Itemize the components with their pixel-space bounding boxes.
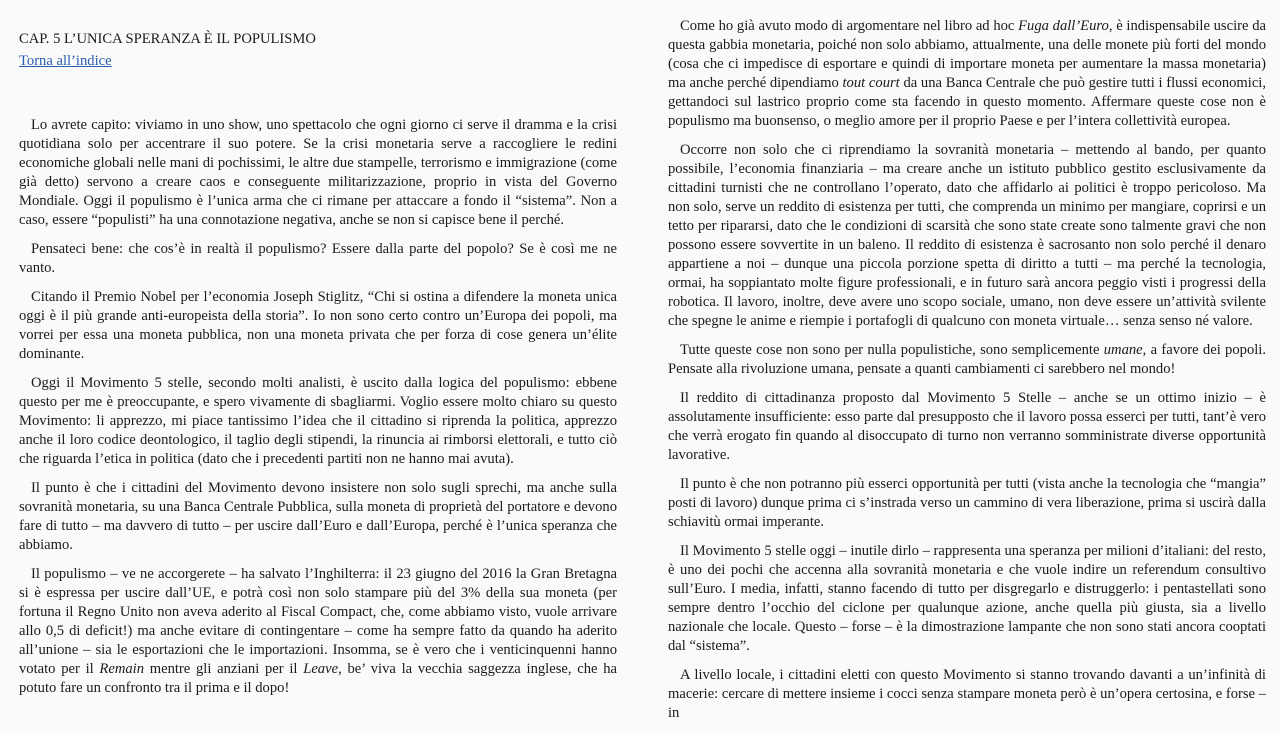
- paragraph-text: Pensateci bene: che cos’è in realtà il populismo? Essere dalla parte del popolo? Se è così me ne vanto.: [19, 241, 617, 276]
- paragraph-text: , a favore dei popoli. Pensate alla rivoluzione umana, pensate a quanti cambiamenti ci sarebbero nel mondo!: [668, 342, 1266, 377]
- paragraph: [668, 141, 1266, 331]
- book-title: Fuga dall’Euro: [1018, 18, 1109, 34]
- paragraph-text: Il Movimento 5 stelle oggi – inutile dirlo – rappresenta una speranza per milioni d’italiani: del resto, è uno dei pochi che accenna alla sovranità monetaria e che vuole indire un referendum consultivo sull’Euro. I media, infatti, stanno facendo di tutto per disgregarlo e distruggerlo: i pentastellati sono sempre dentro l’occhio del ciclone per qualunque azione, anche quella più giusta, sia a livello nazionale che locale. Questo – forse – è la dimostrazione lampante che non sono stati ancora cooptati dal “sistema”.: [668, 543, 1266, 654]
- paragraph: [668, 341, 1266, 379]
- italic-term: umane: [1103, 342, 1143, 358]
- paragraph-text: Citando il Premio Nobel per l’economia Joseph Stiglitz, “Chi si ostina a difendere la moneta unica oggi è il più grande anti-europeista della storia”. Io non sono certo contro un’Europa dei popoli, ma vorrei per essa una moneta pubblica, non una moneta privata che per forza di cose genera un’élite dominante.: [19, 289, 617, 362]
- paragraph-text: Il populismo – ve ne accorgerete – ha salvato l’Inghilterra: il 23 giugno del 2016 la Gran Bretagna si è espressa per uscire dall’UE, e potrà così non solo stampare più del 3% della sua moneta (per fortuna il Regno Unito non aveva aderito al Fiscal Compact, che, come abbiamo visto, vuole arrivare allo 0,5 di deficit!) ma anche evitare di contingentare – come ha sempre fatto da quando ha aderito all’unione – sia le esportazioni che le importazioni. Insomma, se è vero che i venticinquenni hanno votato per il: [19, 566, 617, 677]
- back-to-index-link[interactable]: Torna all’indice: [19, 53, 112, 69]
- paragraph-text: Come ho già avuto modo di argomentare nel libro ad hoc: [680, 18, 1019, 34]
- left-page: [19, 0, 617, 708]
- paragraph: [668, 542, 1266, 656]
- paragraph-text: Il reddito di cittadinanza proposto dal Movimento 5 Stelle – anche se un ottimo inizio – è assolutamente insufficiente: esso parte dal presupposto che il lavoro possa esserci per tutti, tant’è vero che verrà erogato fin quando al disoccupato di turno non verranno somministrate diverse opportunità lavorative.: [668, 390, 1266, 463]
- italic-term: Leave: [303, 661, 339, 677]
- paragraph: [19, 374, 617, 469]
- paragraph: [19, 116, 617, 230]
- paragraph-text: Occorre non solo che ci riprendiamo la sovranità monetaria – mettendo al bando, per quanto possibile, l’economia finanziaria – ma creare anche un istituto pubblico gestito esclusivamente da cittadini turnisti che ne controllano l’operato, dato che affidarlo ai politici è troppo pericoloso. Ma non solo, serve un reddito di esistenza per tutti, che comprenda un minimo per mangiare, coprirsi e un tetto per ripararsi, dato che le condizioni di scarsità che sono state create sono talmente gravi che non possono essere sovvertite in un baleno. Il reddito di esistenza è sacrosanto non solo perché il denaro appartiene a noi – dunque una piccola porzione spetta di diritto a tutti – ma perché la tecnologia, ormai, ha soppiantato molte figure professionali, e in futuro sarà ancora peggio visti i progressi della robotica. Il lavoro, inoltre, deve avere uno scopo sociale, umano, non deve essere un’attività svilente che spegne le anime e riempie i portafogli di qualcuno con moneta virtuale… senza senso né valore.: [668, 142, 1266, 329]
- paragraph: [668, 17, 1266, 131]
- paragraph: [19, 565, 617, 698]
- paragraph-text: Lo avrete capito: viviamo in uno show, uno spettacolo che ogni giorno ci serve il dramma e la crisi quotidiana solo per accentrare il suo potere. Se la crisi monetaria serve a raccogliere le redini economiche globali nelle mani di pochissimi, le altre due stampelle, terrorismo e immigrazione (come già detto) servono a creare caos e conseguente militarizzazione, proprio in vista del Governo Mondiale. Oggi il populismo è l’unica arma che ci rimane per attaccare a fondo il “sistema”. Non a caso, essere “populisti” ha una connotazione negativa, anche se non si capisce bene il perché.: [19, 117, 617, 228]
- paragraph-text: , è indispensabile uscire da questa gabbia monetaria, poiché non solo abbiamo, attualmente, una delle monete più forti del mondo (cosa che ci impedisce di esportare e quindi di importare moneta per aumentare la massa monetaria) ma anche perché dipendiamo: [668, 18, 1266, 91]
- right-page: [668, 0, 1266, 733]
- paragraph-text: , be’ viva la vecchia saggezza inglese, che ha potuto fare un confronto tra il prima e il dopo!: [19, 661, 617, 696]
- italic-term: Remain: [99, 661, 145, 677]
- paragraph-text: da una Banca Centrale che può gestire tutti i flussi economici, gettandoci sul lastrico proprio come sta facendo in questo momento. Affermare queste cose non è populismo ma buonsenso, o meglio amore per il proprio Paese e per l’intera collettività europea.: [668, 75, 1266, 129]
- paragraph-text: Il punto è che i cittadini del Movimento devono insistere non solo sugli sprechi, ma anche sulla sovranità monetaria, su una Banca Centrale Pubblica, sulla moneta di proprietà del portatore e devono fare di tutto – ma davvero di tutto – per uscire dall’Euro e dall’Europa, perché è l’unica speranza che abbiamo.: [19, 480, 617, 553]
- paragraph-text: Il punto è che non potranno più esserci opportunità per tutti (vista anche la tecnologia che “mangia” posti di lavoro) dunque prima ci s’instrada verso un cammino di vera liberazione, prima si uscirà dalla schiavitù ormai imperante.: [668, 476, 1266, 530]
- paragraph: [668, 389, 1266, 465]
- italic-term: tout court: [842, 75, 900, 91]
- paragraph-text: mentre gli anziani per il: [144, 661, 304, 677]
- chapter-title: CAP. 5 L’UNICA SPERANZA È IL POPULISMO: [19, 31, 316, 47]
- paragraph-text: Oggi il Movimento 5 stelle, secondo molti analisti, è uscito dalla logica del populismo: ebbene questo per me è preoccupante, e spero vivamente di sbagliarmi. Voglio essere molto chiaro su questo Movimento: li apprezzo, mi piace tantissimo l’idea che il cittadino si riprenda la politica, apprezzo anche il loro codice deontologico, il taglio degli stipendi, la rinuncia ai rimborsi elettorali, e tutto ciò che riguarda l’etica in politica (dato che i precedenti partiti non ne hanno mai avuta).: [19, 375, 617, 467]
- spacer: [19, 71, 617, 116]
- paragraph: [668, 475, 1266, 532]
- paragraph-text: Tutte queste cose non sono per nulla populistiche, sono semplicemente: [680, 342, 1104, 358]
- paragraph: [668, 666, 1266, 723]
- paragraph: [19, 479, 617, 555]
- paragraph: [19, 240, 617, 278]
- paragraph: [19, 288, 617, 364]
- paragraph-text: A livello locale, i cittadini eletti con questo Movimento si stanno trovando davanti a un’infinità di macerie: cercare di mettere insieme i cocci senza stampare moneta però è un’opera certosina, e forse – in: [668, 667, 1266, 721]
